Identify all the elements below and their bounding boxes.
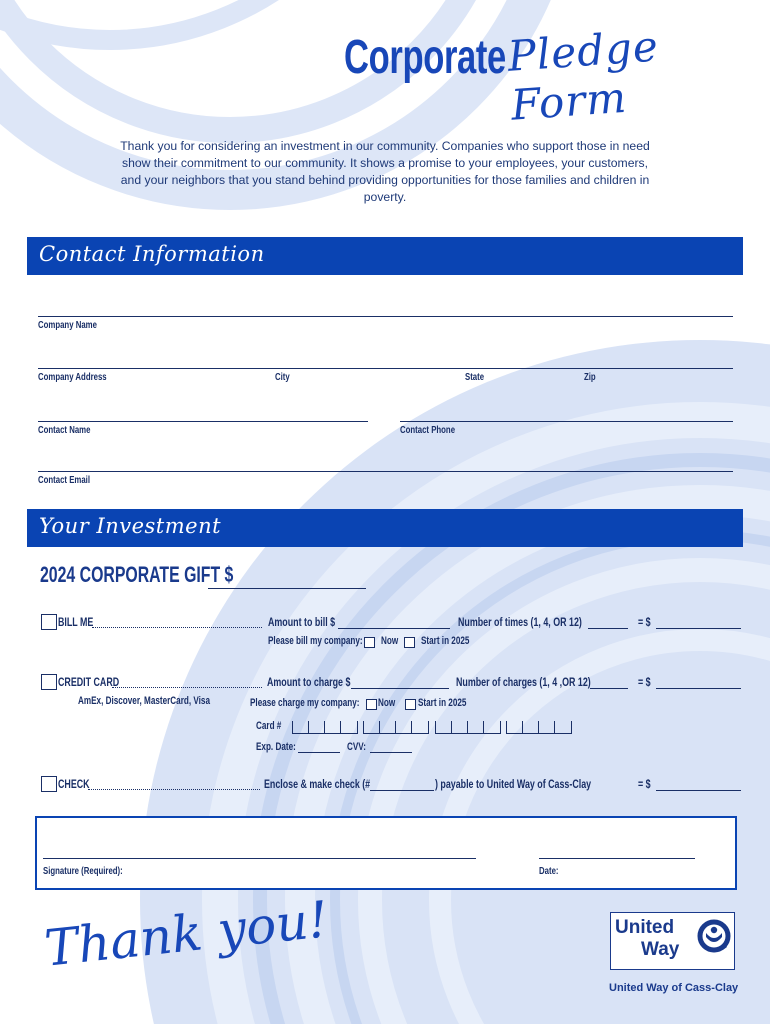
- check-label: CHECK: [58, 777, 90, 791]
- company-name-label: Company Name: [38, 320, 97, 331]
- amount-to-bill-field[interactable]: [338, 628, 450, 629]
- bill-me-checkbox[interactable]: [41, 614, 57, 630]
- thank-you-text: Thank you!: [42, 890, 331, 978]
- charge-start-2025-checkbox[interactable]: [405, 699, 416, 710]
- card-number-field[interactable]: [292, 721, 572, 735]
- united-way-logo: [610, 912, 735, 970]
- corporate-gift-label: 2024 CORPORATE GIFT $: [40, 562, 234, 587]
- check-total-equals: = $: [638, 777, 651, 791]
- contact-heading: Contact Information: [39, 242, 265, 266]
- united-way-caption: United Way of Cass-Clay: [609, 982, 739, 994]
- number-of-times-label: Number of times (1, 4, OR 12): [458, 615, 582, 629]
- signature-label: Signature (Required):: [43, 866, 123, 877]
- credit-card-checkbox[interactable]: [41, 674, 57, 690]
- title-main: Corporate: [344, 31, 506, 84]
- exp-date-field[interactable]: [298, 752, 340, 753]
- credit-total-field[interactable]: [656, 688, 741, 689]
- united-way-hand-icon: [697, 919, 731, 961]
- charge-now-label: Now: [378, 697, 396, 709]
- zip-label: Zip: [584, 372, 596, 383]
- bill-start-2025-checkbox[interactable]: [404, 637, 415, 648]
- payable-to-label: ) payable to United Way of Cass-Clay: [435, 777, 592, 791]
- bill-me-leader: [92, 627, 262, 628]
- intro-paragraph: Thank you for considering an investment in our community. Companies who support those in need show their commitment to our community. It shows a promise to your employees, your customers, and your neighbors that you stand behind providing opportunities for those families and children in poverty.: [120, 139, 650, 204]
- state-label: State: [465, 372, 485, 383]
- logo-word-way: Way: [641, 939, 680, 960]
- date-label: Date:: [539, 866, 559, 877]
- charge-now-checkbox[interactable]: [366, 699, 377, 710]
- check-number-field[interactable]: [370, 790, 434, 791]
- please-charge-label: Please charge my company:: [250, 697, 360, 709]
- company-address-label: Company Address: [38, 372, 107, 383]
- contact-name-label: Contact Name: [38, 425, 91, 436]
- bill-start-2025-label: Start in 2025: [421, 635, 470, 647]
- credit-card-label: CREDIT CARD: [58, 675, 120, 689]
- cvv-label: CVV:: [347, 741, 367, 753]
- contact-phone-label: Contact Phone: [400, 425, 456, 436]
- bill-me-label: BILL ME: [58, 615, 94, 629]
- bill-total-field[interactable]: [656, 628, 741, 629]
- number-of-charges-field[interactable]: [590, 688, 628, 689]
- please-bill-label: Please bill my company:: [268, 635, 363, 647]
- credit-total-equals: = $: [638, 675, 651, 689]
- exp-date-label: Exp. Date:: [256, 741, 296, 753]
- contact-email-label: Contact Email: [38, 475, 91, 486]
- bill-total-equals: = $: [638, 615, 651, 629]
- enclose-check-label: Enclose & make check (#: [264, 777, 371, 791]
- charge-start-2025-label: Start in 2025: [418, 697, 467, 709]
- number-of-times-field[interactable]: [588, 628, 628, 629]
- cvv-field[interactable]: [370, 752, 412, 753]
- logo-word-united: United: [615, 917, 675, 938]
- bill-now-label: Now: [381, 635, 399, 647]
- credit-card-leader: [112, 687, 262, 688]
- check-leader: [88, 789, 260, 790]
- accepted-cards-label: AmEx, Discover, MasterCard, Visa: [78, 695, 210, 707]
- bill-now-checkbox[interactable]: [364, 637, 375, 648]
- title-script: Pledge Form: [506, 21, 661, 130]
- investment-heading: Your Investment: [39, 514, 222, 538]
- check-checkbox[interactable]: [41, 776, 57, 792]
- corporate-gift-field[interactable]: [208, 588, 366, 589]
- card-number-label: Card #: [256, 720, 282, 732]
- amount-to-charge-field[interactable]: [351, 688, 449, 689]
- check-total-field[interactable]: [656, 790, 741, 791]
- amount-to-bill-label: Amount to bill $: [268, 615, 336, 629]
- amount-to-charge-label: Amount to charge $: [267, 675, 351, 689]
- city-label: City: [275, 372, 290, 383]
- number-of-charges-label: Number of charges (1, 4 ,OR 12): [456, 675, 591, 689]
